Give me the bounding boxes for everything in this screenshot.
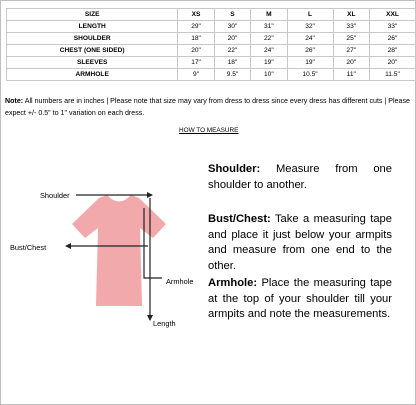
bust-text: Take a measuring tape and place it just below your armpits and measure from one end to the other. xyxy=(208,213,392,272)
shoulder-instruction xyxy=(208,162,392,193)
table-cell: 10" xyxy=(251,69,287,81)
table-cell: 29" xyxy=(178,21,214,33)
table-cell: 22" xyxy=(251,33,287,45)
armhole-instruction xyxy=(208,276,392,323)
table-row xyxy=(7,45,416,57)
table-row xyxy=(7,21,416,33)
header-cell: L xyxy=(287,9,333,21)
table-header-row xyxy=(7,9,416,21)
row-label: SLEEVES xyxy=(7,57,178,69)
table-cell: 9" xyxy=(178,69,214,81)
table-cell: 10.5" xyxy=(287,69,333,81)
bust-label: Bust/Chest xyxy=(10,243,47,252)
table-cell: 26" xyxy=(369,33,415,45)
row-label: CHEST (ONE SIDED) xyxy=(7,45,178,57)
row-label: LENGTH xyxy=(7,21,178,33)
table-cell: 9.5" xyxy=(214,69,250,81)
table-row xyxy=(7,57,416,69)
table-cell: 32" xyxy=(287,21,333,33)
table-cell: 30" xyxy=(214,21,250,33)
size-chart-table xyxy=(6,8,416,81)
header-cell: XXL xyxy=(369,9,415,21)
table-cell: 11" xyxy=(333,69,369,81)
row-label: SHOULDER xyxy=(7,33,178,45)
note-text: All numbers are in inches | Please note that size may vary from dress to dress since every dress has different cuts | Please expect +/- 0.5" to 1" variation on each dress. xyxy=(5,97,410,117)
table-cell: 20" xyxy=(178,45,214,57)
armhole-label: Armhole xyxy=(166,277,194,286)
size-note xyxy=(5,95,413,119)
table-cell: 20" xyxy=(333,57,369,69)
header-cell: M xyxy=(251,9,287,21)
table-cell: 24" xyxy=(251,45,287,57)
how-to-measure-heading: HOW TO MEASURE xyxy=(179,127,239,134)
table-cell: 20" xyxy=(214,33,250,45)
table-cell: 31" xyxy=(251,21,287,33)
table-cell: 33" xyxy=(369,21,415,33)
table-cell: 28" xyxy=(369,45,415,57)
header-cell: SIZE xyxy=(7,9,178,21)
header-cell: XS xyxy=(178,9,214,21)
armhole-text: Place the measuring tape at the top of your shoulder till your armpits and note the measurements. xyxy=(208,277,392,320)
table-cell: 18" xyxy=(214,57,250,69)
table-cell: 27" xyxy=(333,45,369,57)
table-cell: 33" xyxy=(333,21,369,33)
table-cell: 20" xyxy=(369,57,415,69)
table-cell: 24" xyxy=(287,33,333,45)
bust-heading: Bust/Chest: xyxy=(208,213,271,225)
note-label: Note: xyxy=(5,97,24,105)
shoulder-heading: Shoulder: xyxy=(208,163,261,175)
shoulder-label: Shoulder xyxy=(40,191,70,200)
length-label: Length xyxy=(153,319,176,328)
table-row xyxy=(7,69,416,81)
measurement-diagram xyxy=(0,180,200,340)
header-cell: S xyxy=(214,9,250,21)
table-cell: 25" xyxy=(333,33,369,45)
tshirt-shape xyxy=(72,195,166,306)
armhole-heading: Armhole: xyxy=(208,277,258,289)
table-row xyxy=(7,33,416,45)
table-cell: 11.5" xyxy=(369,69,415,81)
shoulder-text: Measure from one shoulder to another. xyxy=(208,163,392,191)
table-cell: 19" xyxy=(251,57,287,69)
table-cell: 18" xyxy=(178,33,214,45)
row-label: ARMHOLE xyxy=(7,69,178,81)
table-cell: 22" xyxy=(214,45,250,57)
table-cell: 26" xyxy=(287,45,333,57)
bust-instruction xyxy=(208,212,392,274)
header-cell: XL xyxy=(333,9,369,21)
table-cell: 19" xyxy=(287,57,333,69)
table-cell: 17" xyxy=(178,57,214,69)
